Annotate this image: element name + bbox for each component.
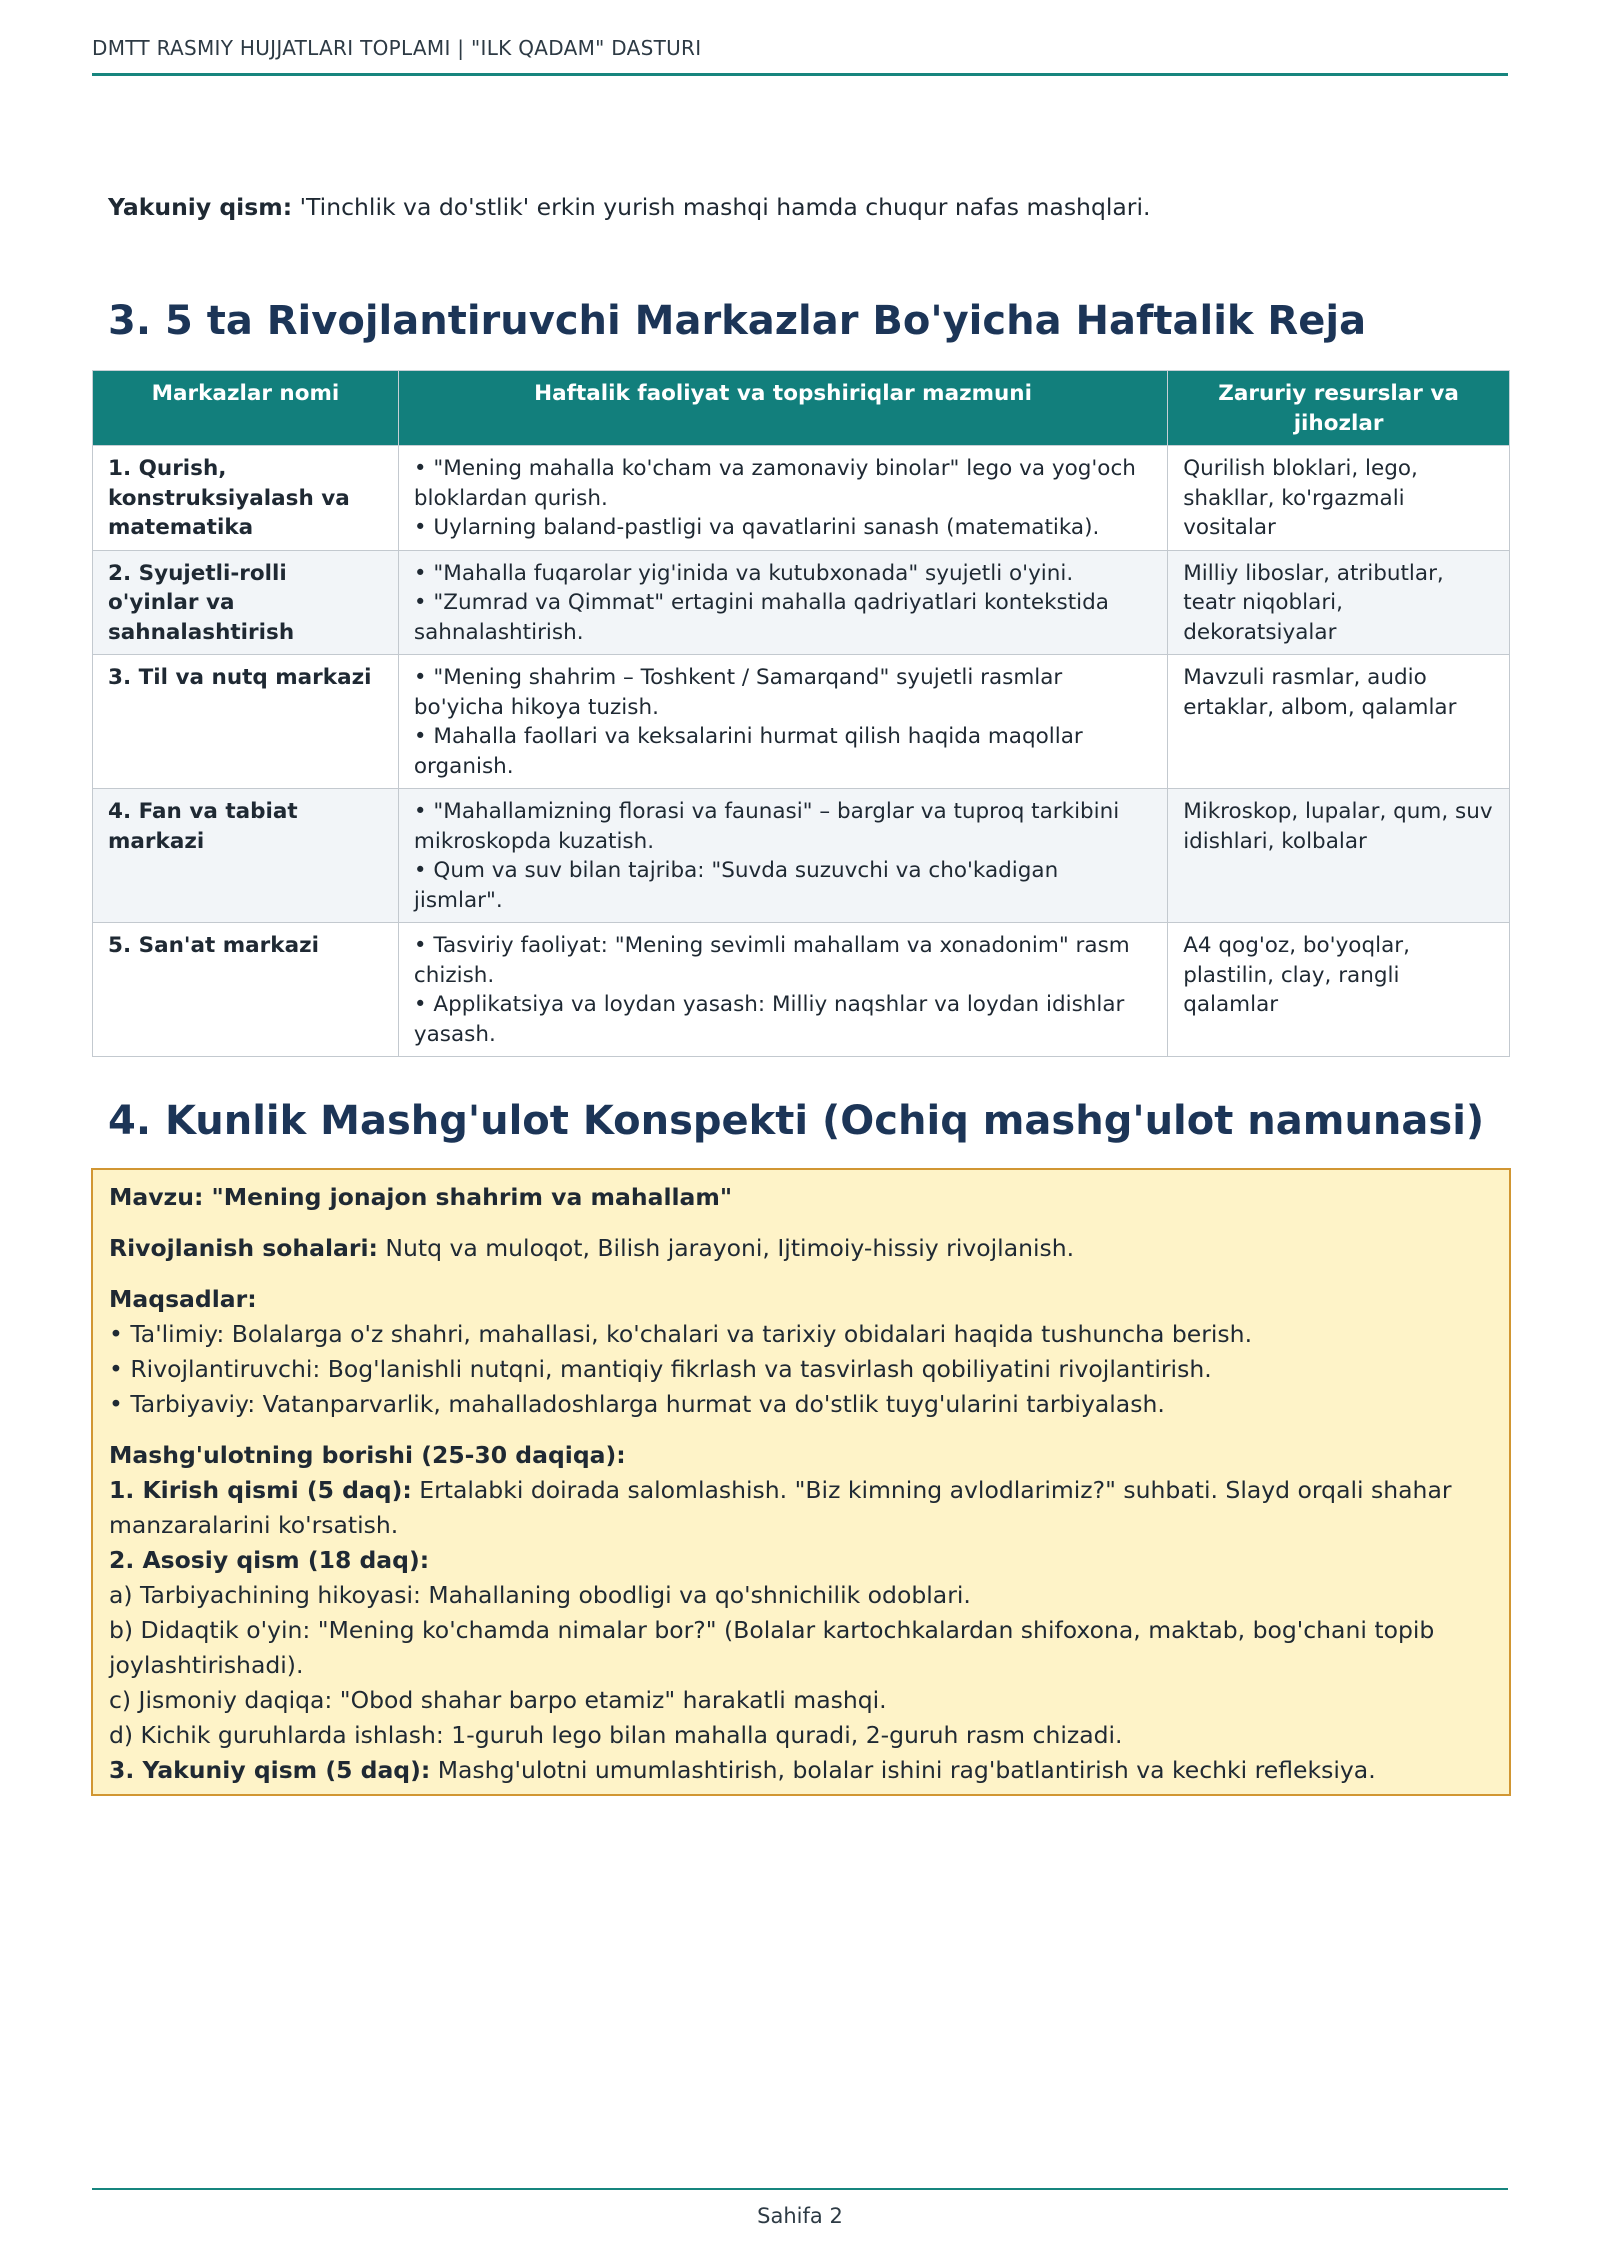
table-row [93, 789, 1510, 923]
center-name: 3. Til va nutq markazi [93, 655, 399, 789]
activity-item: • "Mahallamizning florasi va faunasi" – barglar va tuproq tarkibini mikroskopda kuzatish. [413, 799, 1120, 854]
table-row [93, 550, 1510, 655]
column-header-centers: Markazlar nomi [93, 371, 399, 446]
resources-cell: Mikroskop, lupalar, qum, suv idishlari, kolbalar [1168, 789, 1510, 923]
activity-item: • "Mening shahrim – Toshkent / Samarqand" syujetli rasmlar bo'yicha hikoya tuzish. [413, 665, 1063, 720]
step-2-item: a) Tarbiyachining hikoyasi: Mahallaning obodligi va qo'shnichilik odoblari. [109, 1581, 971, 1609]
table-row [93, 923, 1510, 1057]
activity-item: • Mahalla faollari va keksalarini hurmat qilish haqida maqollar organish. [413, 724, 1083, 779]
goal-item: • Ta'limiy: Bolalarga o'z shahri, mahallasi, ko'chalari va tarixiy obidalari haqida tushuncha berish. [109, 1320, 1253, 1348]
step-3-text: Mashg'ulotni umumlashtirish, bolalar ishini rag'batlantirish va kechki refleksiya. [430, 1756, 1376, 1784]
column-header-resources: Zaruriy resurslar va jihozlar [1168, 371, 1510, 446]
activity-item: • Uylarning baland-pastligi va qavatlarini sanash (matematika). [413, 515, 1100, 540]
table-row [93, 655, 1510, 789]
table-row [93, 446, 1510, 551]
step-2-item: c) Jismoniy daqiqa: "Obod shahar barpo etamiz" harakatli mashqi. [109, 1686, 887, 1714]
step-3 [109, 1753, 1494, 1788]
activities-cell [398, 446, 1167, 551]
step-1-label: 1. Kirish qismi (5 daq): [109, 1476, 412, 1504]
activity-item: • Qum va suv bilan tajriba: "Suvda suzuvchi va cho'kadigan jismlar". [413, 858, 1059, 913]
step-3-label: 3. Yakuniy qism (5 daq): [109, 1756, 431, 1784]
goal-item: • Tarbiyaviy: Vatanparvarlik, mahalladoshlarga hurmat va do'stlik tuyg'ularini tarbiyalash. [109, 1390, 1165, 1418]
step-2-item: b) Didaqtik o'yin: "Mening ko'chamda nimalar bor?" (Bolalar kartochkalardan shifoxona, maktab, bog'chani topib joylashtirishadi). [109, 1616, 1435, 1679]
weekly-plan-table [92, 370, 1510, 1057]
intro-paragraph [108, 190, 1508, 224]
goals-label: Maqsadlar: [109, 1285, 257, 1313]
column-header-activities: Haftalik faoliyat va topshiriqlar mazmuni [398, 371, 1167, 446]
development-areas-label: Rivojlanish sohalari: [109, 1234, 378, 1262]
lesson-plan-box [91, 1168, 1511, 1796]
center-name: 4. Fan va tabiat markazi [93, 789, 399, 923]
activities-cell [398, 655, 1167, 789]
activities-cell [398, 789, 1167, 923]
step-2-item: d) Kichik guruhlarda ishlash: 1-guruh lego bilan mahalla quradi, 2-guruh rasm chizadi. [109, 1721, 1123, 1749]
goal-item: • Rivojlantiruvchi: Bog'lanishli nutqni, mantiqiy fikrlash va tasvirlash qobiliyatini rivojlantirish. [109, 1355, 1212, 1383]
development-areas-text: Nutq va muloqot, Bilish jarayoni, Ijtimoiy-hissiy rivojlanish. [377, 1234, 1075, 1262]
page-header [92, 36, 1508, 76]
section-4-title: 4. Kunlik Mashg'ulot Konspekti (Ochiq mashg'ulot namunasi) [108, 1098, 1485, 1144]
step-1-text: Ertalabki doirada salomlashish. "Biz kimning avlodlarimiz?" suhbati. Slayd orqali shahar manzaralarini ko'rsatish. [109, 1476, 1452, 1539]
center-name: 1. Qurish, konstruksiyalash va matematika [93, 446, 399, 551]
activity-item: • "Mening mahalla ko'cham va zamonaviy binolar" lego va yog'och bloklardan qurish. [413, 456, 1136, 511]
activity-item: • Applikatsiya va loydan yasash: Milliy naqshlar va loydan idishlar yasash. [413, 992, 1125, 1047]
resources-cell: Milliy liboslar, atributlar, teatr niqoblari, dekoratsiyalar [1168, 550, 1510, 655]
resources-cell: A4 qog'oz, bo'yoqlar, plastilin, clay, rangli qalamlar [1168, 923, 1510, 1057]
lesson-progress-label: Mashg'ulotning borishi (25-30 daqiqa): [109, 1441, 626, 1469]
activities-cell [398, 923, 1167, 1057]
development-areas [109, 1231, 1494, 1266]
lesson-topic: Mavzu: "Mening jonajon shahrim va mahallam" [109, 1183, 733, 1211]
page-number: Sahifa 2 [757, 2204, 843, 2228]
intro-label: Yakuniy qism: [108, 193, 293, 221]
header-title: DMTT RASMIY HUJJATLARI TOPLAMI | "ILK QADAM" DASTURI [92, 36, 702, 60]
center-name: 5. San'at markazi [93, 923, 399, 1057]
table-header-row [93, 371, 1510, 446]
resources-cell: Mavzuli rasmlar, audio ertaklar, albom, qalamlar [1168, 655, 1510, 789]
activity-item: • "Zumrad va Qimmat" ertagini mahalla qadriyatlari kontekstida sahnalashtirish. [413, 590, 1109, 645]
page-footer [92, 2188, 1508, 2228]
center-name: 2. Syujetli-rolli o'yinlar va sahnalashtirish [93, 550, 399, 655]
resources-cell: Qurilish bloklari, lego, shakllar, ko'rgazmali vositalar [1168, 446, 1510, 551]
section-3-title: 3. 5 ta Rivojlantiruvchi Markazlar Bo'yicha Haftalik Reja [108, 298, 1367, 344]
step-2-label: 2. Asosiy qism (18 daq): [109, 1546, 430, 1574]
intro-text: 'Tinchlik va do'stlik' erkin yurish mashqi hamda chuqur nafas mashqlari. [292, 193, 1151, 221]
step-1 [109, 1473, 1494, 1543]
activities-cell [398, 550, 1167, 655]
activity-item: • Tasviriy faoliyat: "Mening sevimli mahallam va xonadonim" rasm chizish. [413, 933, 1130, 988]
activity-item: • "Mahalla fuqarolar yig'inida va kutubxonada" syujetli o'yini. [413, 560, 1074, 586]
